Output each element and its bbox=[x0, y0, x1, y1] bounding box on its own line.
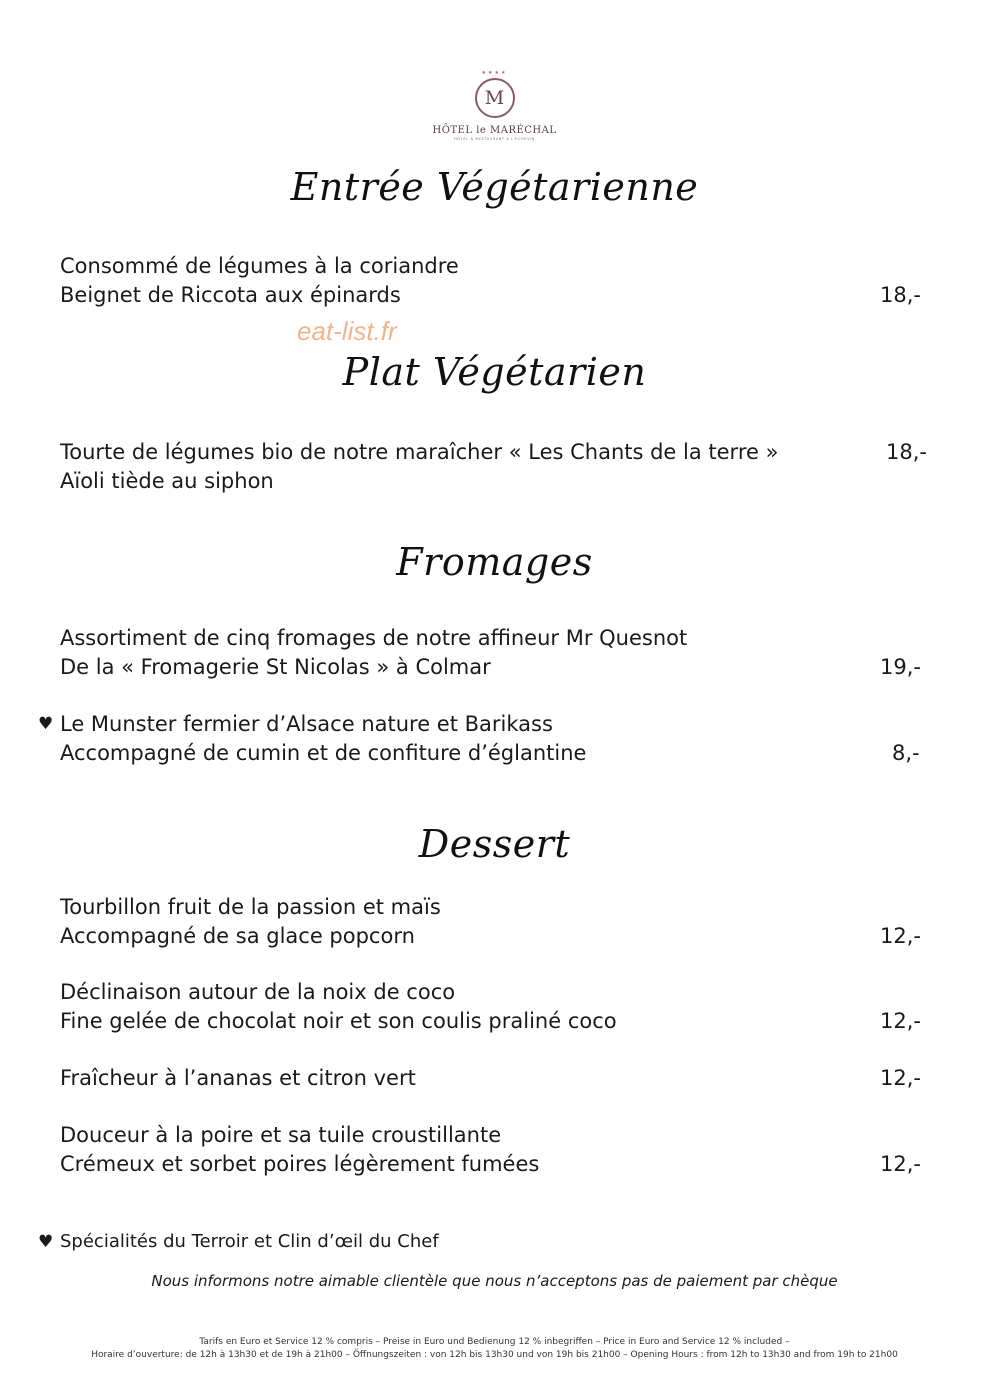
legend-heart-icon: ♥ bbox=[38, 1232, 54, 1252]
section-title-dessert: Dessert bbox=[418, 822, 571, 866]
menu-item-description: Aïoli tiède au siphon bbox=[60, 469, 274, 493]
menu-item-description: Déclinaison autour de la noix de coco bbox=[60, 980, 456, 1004]
menu-item-price: 12,- bbox=[880, 1152, 921, 1176]
specialty-heart-icon: ♥ bbox=[38, 714, 54, 734]
menu-item-price: 12,- bbox=[880, 1009, 921, 1033]
logo-name: HÔTEL le MARÉCHAL bbox=[432, 125, 557, 136]
menu-item-description: Consommé de légumes à la coriandre bbox=[60, 254, 459, 278]
logo-stars: ★★★★ bbox=[481, 70, 508, 76]
menu-item-price: 18,- bbox=[886, 440, 927, 464]
menu-item-description: Douceur à la poire et sa tuile croustillante bbox=[60, 1123, 502, 1147]
menu-item-description: Le Munster fermier d’Alsace nature et Barikass bbox=[60, 712, 553, 736]
menu-item-description: Tourbillon fruit de la passion et maïs bbox=[60, 895, 441, 919]
menu-item-description: Beignet de Riccota aux épinards bbox=[60, 283, 401, 307]
watermark-text: eat-list.fr bbox=[297, 316, 397, 346]
menu-item-price: 18,- bbox=[880, 283, 921, 307]
menu-item-description: Accompagné de sa glace popcorn bbox=[60, 924, 415, 948]
menu-item-description: Fraîcheur à l’ananas et citron vert bbox=[60, 1066, 416, 1090]
menu-item-price: 12,- bbox=[880, 924, 921, 948]
legend-text: Spécialités du Terroir et Clin d’œil du Chef bbox=[60, 1231, 439, 1252]
menu-item-price: 8,- bbox=[892, 741, 920, 765]
menu-item-price: 12,- bbox=[880, 1066, 921, 1090]
menu-item-description: Assortiment de cinq fromages de notre affineur Mr Quesnot bbox=[60, 626, 688, 650]
menu-item-description: De la « Fromagerie St Nicolas » à Colmar bbox=[60, 655, 491, 679]
menu-item-description: Crémeux et sorbet poires légèrement fumées bbox=[60, 1152, 540, 1176]
menu-item-price: 19,- bbox=[880, 655, 921, 679]
payment-note: Nous informons notre aimable clientèle que nous n’acceptons pas de paiement par chèque bbox=[151, 1272, 838, 1290]
footer-prices-line: Tarifs en Euro et Service 12 % compris – Preise in Euro und Bedienung 12 % inbegriffen – Price in Euro and Service 12 % included – bbox=[199, 1337, 790, 1347]
logo-tagline: HÔTEL & RESTAURANT À L'ECHEVIN bbox=[454, 137, 535, 141]
section-title-plat: Plat Végétarien bbox=[342, 350, 647, 394]
menu-item-description: Tourte de légumes bio de notre maraîcher « Les Chants de la terre » bbox=[60, 440, 779, 464]
section-title-fromages: Fromages bbox=[396, 540, 593, 584]
footer-hours-line: Horaire d’ouverture: de 12h à 13h30 et de 19h à 21h00 – Öffnungszeiten : von 12h bis 13h30 und von 19h bis 21h00 – Opening Hours : from 12h to 13h30 and from 19h to 21h00 bbox=[91, 1350, 898, 1360]
menu-item-description: Fine gelée de chocolat noir et son coulis praliné coco bbox=[60, 1009, 617, 1033]
hotel-logo bbox=[0, 70, 989, 141]
section-title-entree: Entrée Végétarienne bbox=[290, 165, 699, 209]
menu-item-description: Accompagné de cumin et de confiture d’églantine bbox=[60, 741, 587, 765]
logo-monogram: M bbox=[475, 78, 515, 118]
